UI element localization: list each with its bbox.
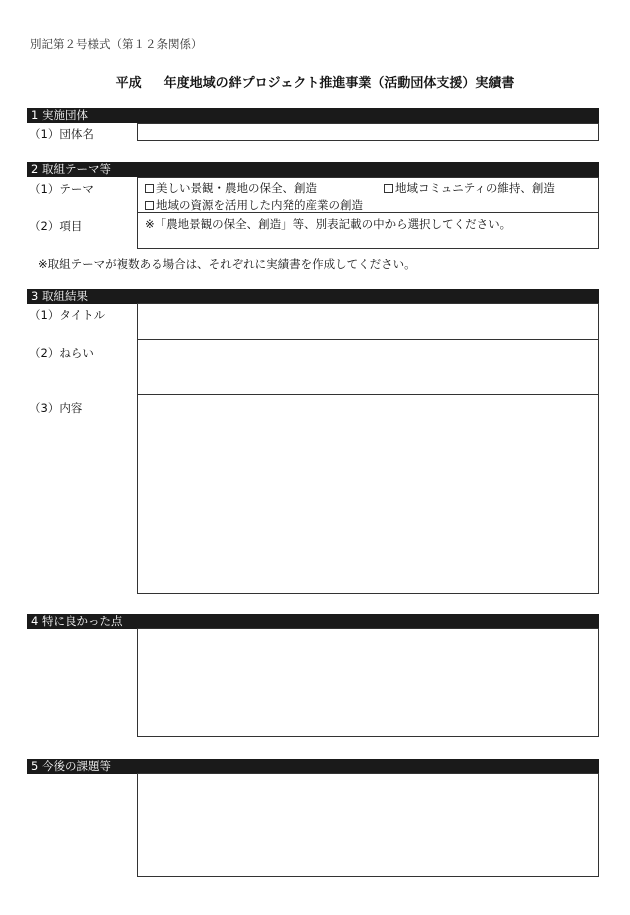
item-label: （2）項目 [29, 219, 83, 233]
future-issues-field[interactable] [137, 773, 599, 877]
aim-field[interactable] [137, 339, 599, 395]
theme-label: （1）テーマ [29, 182, 94, 196]
theme-option-industry[interactable]: 地域の資源を活用した内発的産業の創造 [145, 197, 363, 213]
section-2-header: 2 取組テーマ等 [27, 162, 599, 177]
title-era: 平成 [115, 76, 142, 91]
result-title-field[interactable] [137, 303, 599, 340]
group-name-label: （1）団体名 [29, 127, 94, 141]
good-points-field[interactable] [137, 628, 599, 737]
document-title [0, 72, 630, 91]
section-5-header: 5 今後の課題等 [27, 759, 599, 774]
title-text: 年度地域の絆プロジェクト推進事業（活動団体支援）実績書 [163, 76, 515, 91]
checkbox-icon[interactable] [384, 184, 393, 193]
section-4-header: 4 特に良かった点 [27, 614, 599, 629]
group-name-field[interactable] [137, 123, 599, 141]
content-field[interactable] [137, 394, 599, 594]
multiple-theme-note: ※取組テーマが複数ある場合は、それぞれに実績書を作成してください。 [38, 257, 416, 271]
checkbox-icon[interactable] [145, 201, 154, 210]
result-title-label: （1）タイトル [29, 308, 106, 322]
item-hint: ※「農地景観の保全、創造」等、別表記載の中から選択してください。 [145, 217, 512, 231]
section-1-header: 1 実施団体 [27, 108, 599, 123]
content-label: （3）内容 [29, 401, 83, 415]
section-3-header: 3 取組結果 [27, 289, 599, 304]
theme-option-landscape[interactable]: 美しい景観・農地の保全、創造 [145, 180, 317, 196]
theme-option-community[interactable]: 地域コミュニティの維持、創造 [384, 180, 555, 196]
aim-label: （2）ねらい [29, 346, 94, 360]
checkbox-icon[interactable] [145, 184, 154, 193]
form-number: 別記第２号様式（第１２条関係） [30, 37, 203, 51]
